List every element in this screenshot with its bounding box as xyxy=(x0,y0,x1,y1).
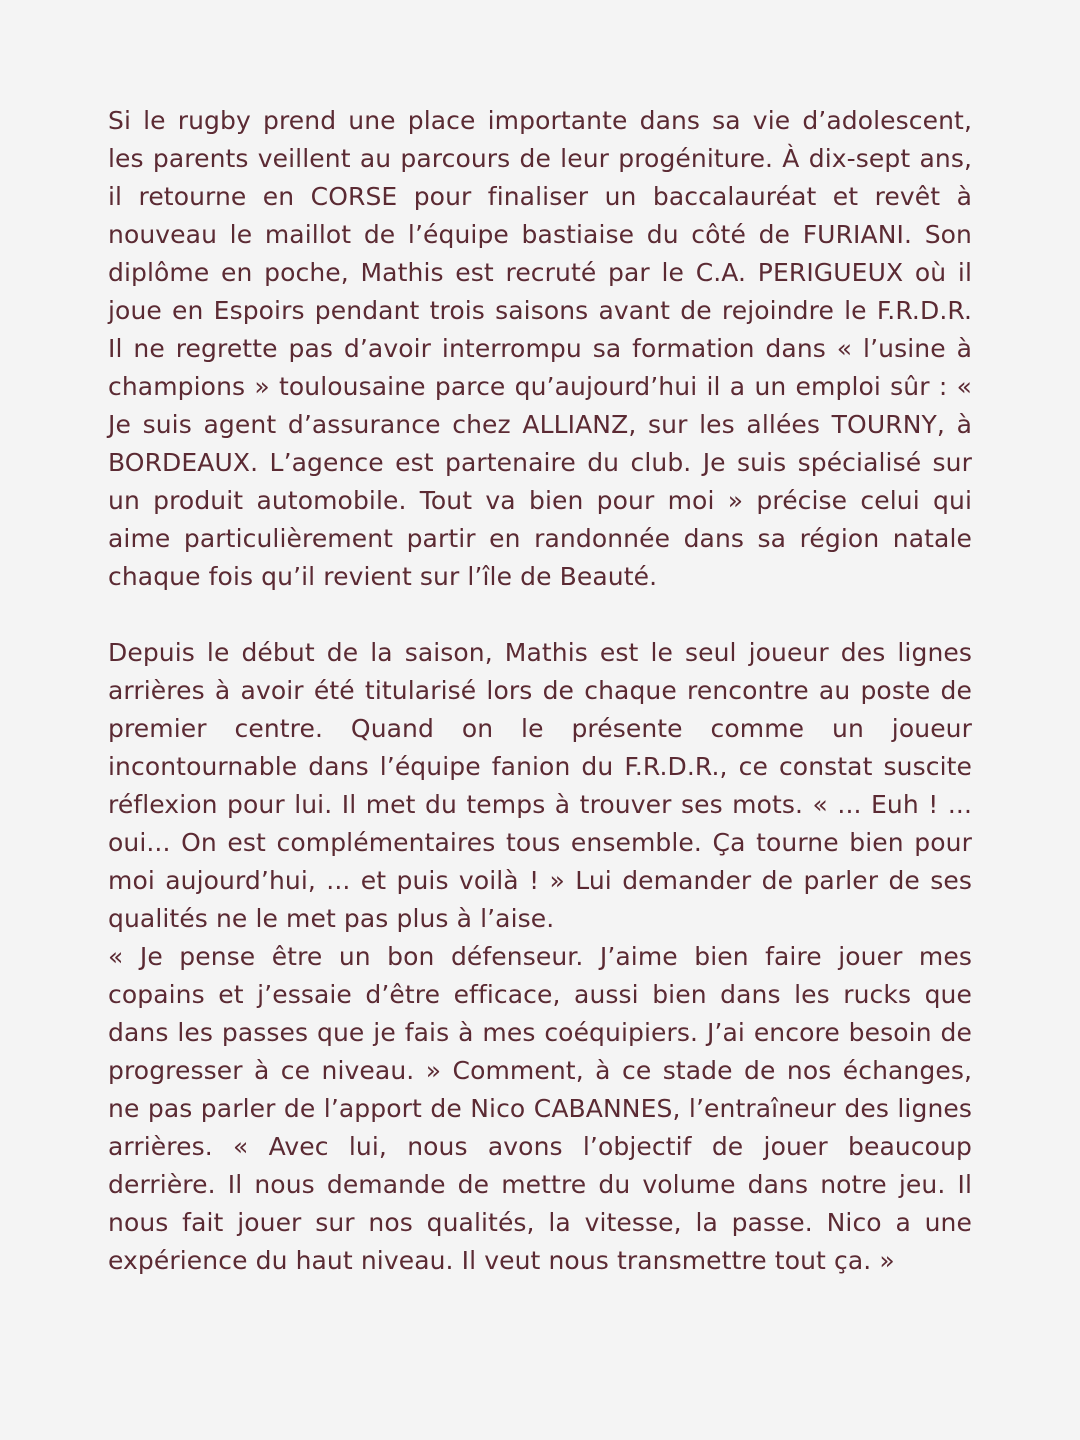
paragraph-season-role: Depuis le début de la saison, Mathis est le seul joueur des lignes arrières à avoir été titularisé lors de chaque rencontre au poste de premier centre. Quand on le présente comme un joueur incontournable dans l’équipe fanion du F.R.D.R., ce constat suscite réflexion pour lui. Il met du temps à trouver ses mots. « ... Euh ! ... oui... On est complémentaires tous ensemble. Ça tourne bien pour moi aujourd’hui, ... et puis voilà ! » Lui demander de parler de ses qualités ne le met pas plus à l’aise. xyxy=(108,638,972,933)
paragraph-qualities-quote: « Je pense être un bon défenseur. J’aime bien faire jouer mes copains et j’essaie d’être efficace, aussi bien dans les rucks que dans les passes que je fais à mes coéquipiers. J’ai encore besoin de progresser à ce niveau. » Comment, à ce stade de nos échanges, ne pas parler de l’apport de Nico CABANNES, l’entraîneur des lignes arrières. « Avec lui, nous avons l’objectif de jouer beaucoup derrière. Il nous demande de mettre du volume dans notre jeu. Il nous fait jouer sur nos qualités, la vitesse, la passe. Nico a une expérience du haut niveau. Il veut nous transmettre tout ça. » xyxy=(108,942,972,1275)
article-body xyxy=(108,102,972,1280)
paragraph-early-career: Si le rugby prend une place importante dans sa vie d’adolescent, les parents veillent au parcours de leur progéniture. À dix-sept ans, il retourne en CORSE pour finaliser un baccalauréat et revêt à nouveau le maillot de l’équipe bastiaise du côté de FURIANI. Son diplôme en poche, Mathis est recruté par le C.A. PERIGUEUX où il joue en Espoirs pendant trois saisons avant de rejoindre le F.R.D.R. Il ne regrette pas d’avoir interrompu sa formation dans « l’usine à champions » toulousaine parce qu’aujourd’hui il a un emploi sûr : « Je suis agent d’assurance chez ALLIANZ, sur les allées TOURNY, à BORDEAUX. L’agence est partenaire du club. Je suis spécialisé sur un produit automobile. Tout va bien pour moi » précise celui qui aime particulièrement partir en randonnée dans sa région natale chaque fois qu’il revient sur l’île de Beauté. xyxy=(108,106,972,591)
